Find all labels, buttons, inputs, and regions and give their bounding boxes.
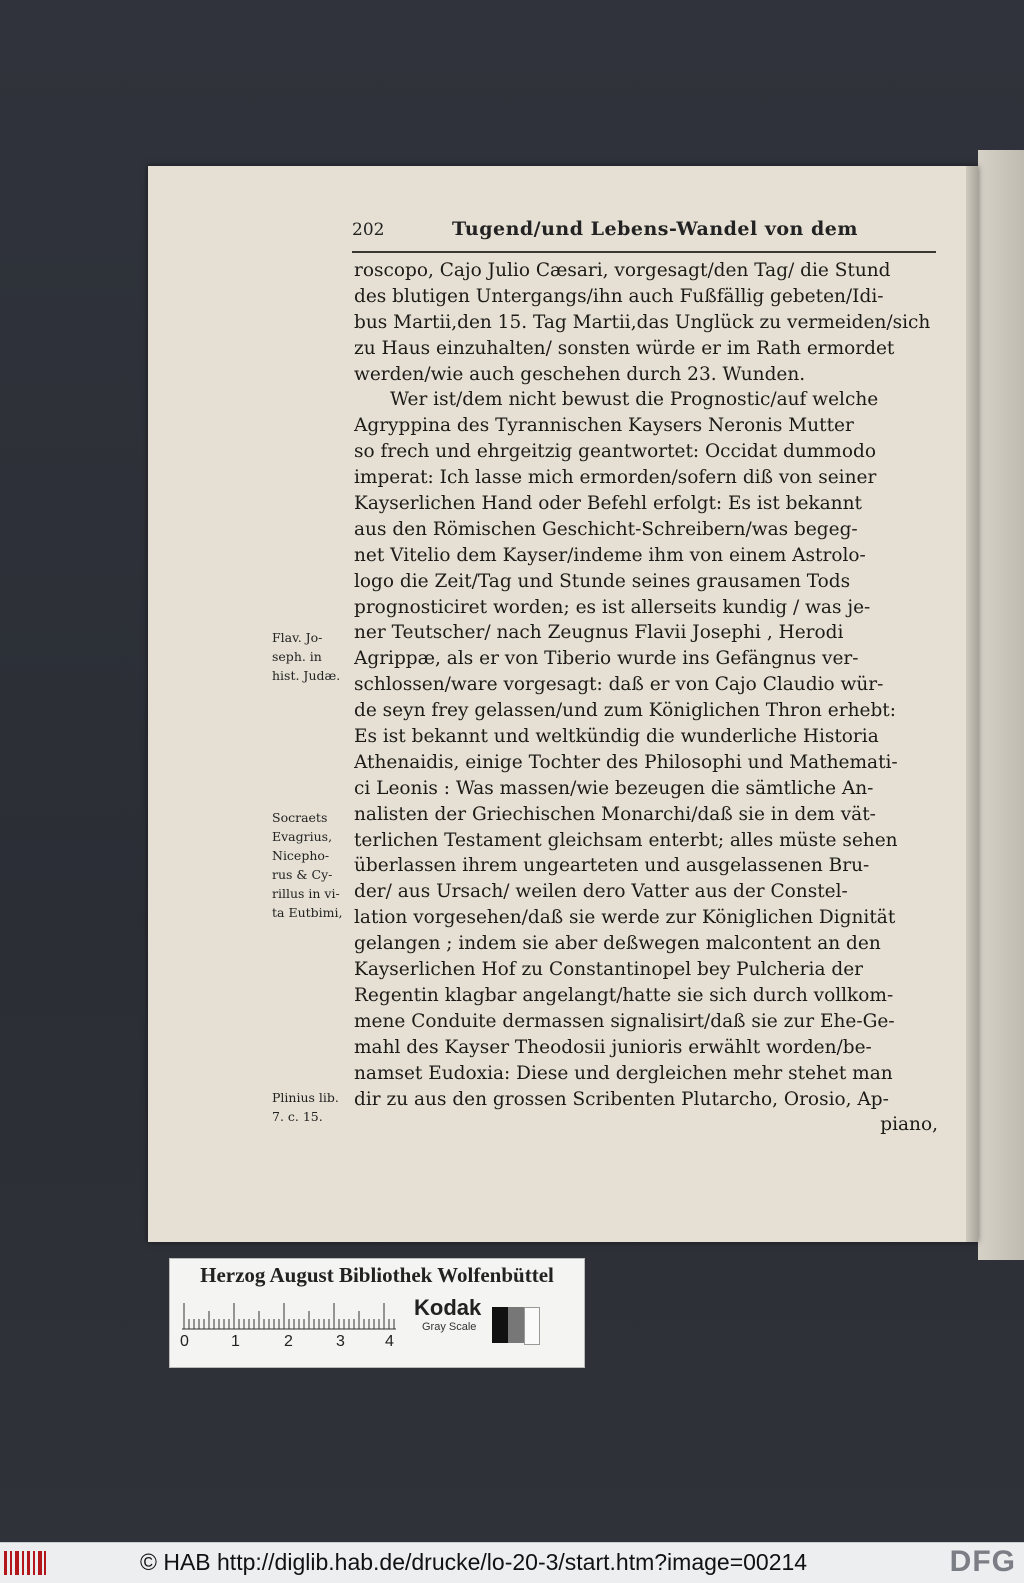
- text-line: Kayserlichen Hof zu Constantinopel bey Pulcheria der: [354, 959, 863, 981]
- marginal-line: Socraets: [272, 810, 328, 825]
- marginal-line: hist. Judæ.: [272, 668, 341, 683]
- text-line: prognosticiret worden; es ist allerseits kundig / was je-: [354, 596, 871, 618]
- page-number: 202: [352, 220, 385, 240]
- text-line: dir zu aus den grossen Scribenten Plutarcho, Orosio, Ap-: [354, 1088, 889, 1110]
- library-name: Herzog August Bibliothek Wolfenbüttel: [200, 1263, 554, 1287]
- text-line: Agrippæ, als er von Tiberio wurde ins Gefängnus ver-: [354, 648, 859, 670]
- gray-swatch-mid: [508, 1307, 524, 1343]
- marginal-line: Evagrius,: [272, 829, 333, 844]
- text-line: nalisten der Griechischen Monarchi/daß sie in dem vät-: [354, 803, 876, 825]
- gray-scale-label: Gray Scale: [422, 1321, 477, 1333]
- ruler-number-1: 1: [231, 1333, 240, 1350]
- text-line: der/ aus Ursach/ weilen dero Vatter aus der Constel-: [354, 881, 848, 903]
- marginal-note-socrates: [272, 808, 356, 922]
- head-rule: [352, 251, 936, 253]
- dfg-logo: DFG: [949, 1545, 1016, 1578]
- text-line: mene Conduite dermassen signalisirt/daß sie zur Ehe-Ge-: [354, 1010, 895, 1032]
- text-line: des blutigen Untergangs/ihn auch Fußfällig gebeten/Idi-: [354, 285, 884, 307]
- color-scale-card: [169, 1258, 585, 1368]
- gray-swatch-black: [492, 1307, 508, 1343]
- marginal-line: Flav. Jo-: [272, 630, 323, 645]
- ruler-number-2: 2: [284, 1333, 293, 1350]
- text-line: Wer ist/dem nicht bewust die Prognostic/auf welche: [390, 389, 879, 411]
- page-gutter-shadow: [966, 166, 978, 1242]
- marginal-note-plinius: [272, 1088, 356, 1126]
- text-line: roscopo, Cajo Julio Cæsari, vorgesagt/den Tag/ die Stund: [354, 260, 891, 281]
- text-line: logo die Zeit/Tag und Stunde seines grausamen Tods: [354, 570, 851, 592]
- text-line: de seyn frey gelassen/und zum Königlichen Thron erhebt:: [354, 700, 896, 722]
- marginal-line: Plinius lib.: [272, 1090, 339, 1105]
- ruler-number-0: 0: [180, 1333, 189, 1350]
- marginal-line: rus & Cy-: [272, 867, 333, 882]
- body-text: [354, 258, 938, 1138]
- ruler-number-4: 4: [385, 1333, 394, 1350]
- gray-swatch-white: [524, 1307, 540, 1345]
- marginal-note-flavius: [272, 628, 356, 685]
- text-line: bus Martii,den 15. Tag Martii,das Unglück zu vermeiden/sich: [354, 311, 931, 333]
- text-line: gelangen ; indem sie aber deßwegen malcontent an den: [354, 933, 881, 955]
- running-head: [352, 218, 938, 248]
- text-line: net Vitelio dem Kayser/indeme ihm von einem Astrolo-: [354, 544, 866, 566]
- text-line: zu Haus einzuhalten/ sonsten würde er im Rath ermordet: [354, 337, 895, 359]
- marginal-line: rillus in vi-: [272, 886, 340, 901]
- running-head-title: Tugend/und Lebens-Wandel von dem: [452, 218, 858, 240]
- marginal-line: Nicepho-: [272, 848, 330, 863]
- ruler: [182, 1299, 402, 1333]
- text-line: ner Teutscher/ nach Zeugnus Flavii Josephi , Herodi: [354, 622, 844, 644]
- marginal-line: 7. c. 15.: [272, 1109, 323, 1124]
- next-page-edge: [978, 150, 1024, 1260]
- text-line: namset Eudoxia: Diese und dergleichen mehr stehet man: [354, 1062, 893, 1084]
- marginal-line: ta Eutbimi,: [272, 905, 343, 920]
- text-line: piano,: [880, 1114, 938, 1136]
- text-line: imperat: Ich lasse mich ermorden/sofern diß von seiner: [354, 467, 877, 489]
- footer-bar: [0, 1542, 1024, 1583]
- text-line: terlichen Testament gleichsam enterbt; alles müste sehen: [354, 829, 898, 851]
- ruler-number-3: 3: [336, 1333, 345, 1350]
- text-line: werden/wie auch geschehen durch 23. Wunden.: [354, 363, 806, 385]
- text-line: überlassen ihrem ungearteten und ausgelassenen Bru-: [354, 855, 870, 877]
- kodak-logo: Kodak: [414, 1295, 482, 1320]
- text-line: schlossen/ware vorgesagt: daß er von Cajo Claudio wür-: [354, 674, 884, 696]
- text-line: aus den Römischen Geschicht-Schreibern/was begeg-: [354, 518, 858, 540]
- text-line: Athenaidis, einige Tochter des Philosophi und Mathemati-: [354, 751, 898, 773]
- text-line: so frech und ehrgeitzig geantwortet: Occidat dummodo: [354, 441, 876, 463]
- text-line: ci Leonis : Was massen/wie bezeugen die sämtliche An-: [354, 777, 874, 799]
- text-line: mahl des Kayser Theodosii junioris erwählt worden/be-: [354, 1036, 872, 1058]
- text-line: Es ist bekannt und weltkündig die wunderliche Historia: [354, 726, 879, 748]
- marginal-line: seph. in: [272, 649, 322, 664]
- barcode-logo-icon: [4, 1549, 48, 1577]
- text-line: lation vorgesehen/daß sie werde zur Königlichen Dignität: [354, 907, 896, 929]
- text-line: Agryppina des Tyrannischen Kaysers Neronis Mutter: [354, 415, 854, 437]
- text-line: Regentin klagbar angelangt/hatte sie sich durch vollkom-: [354, 984, 894, 1006]
- text-line: Kayserlichen Hand oder Befehl erfolgt: Es ist bekannt: [354, 493, 862, 515]
- footer-copyright-url[interactable]: © HAB http://diglib.hab.de/drucke/lo-20-3/start.htm?image=00214: [140, 1549, 808, 1575]
